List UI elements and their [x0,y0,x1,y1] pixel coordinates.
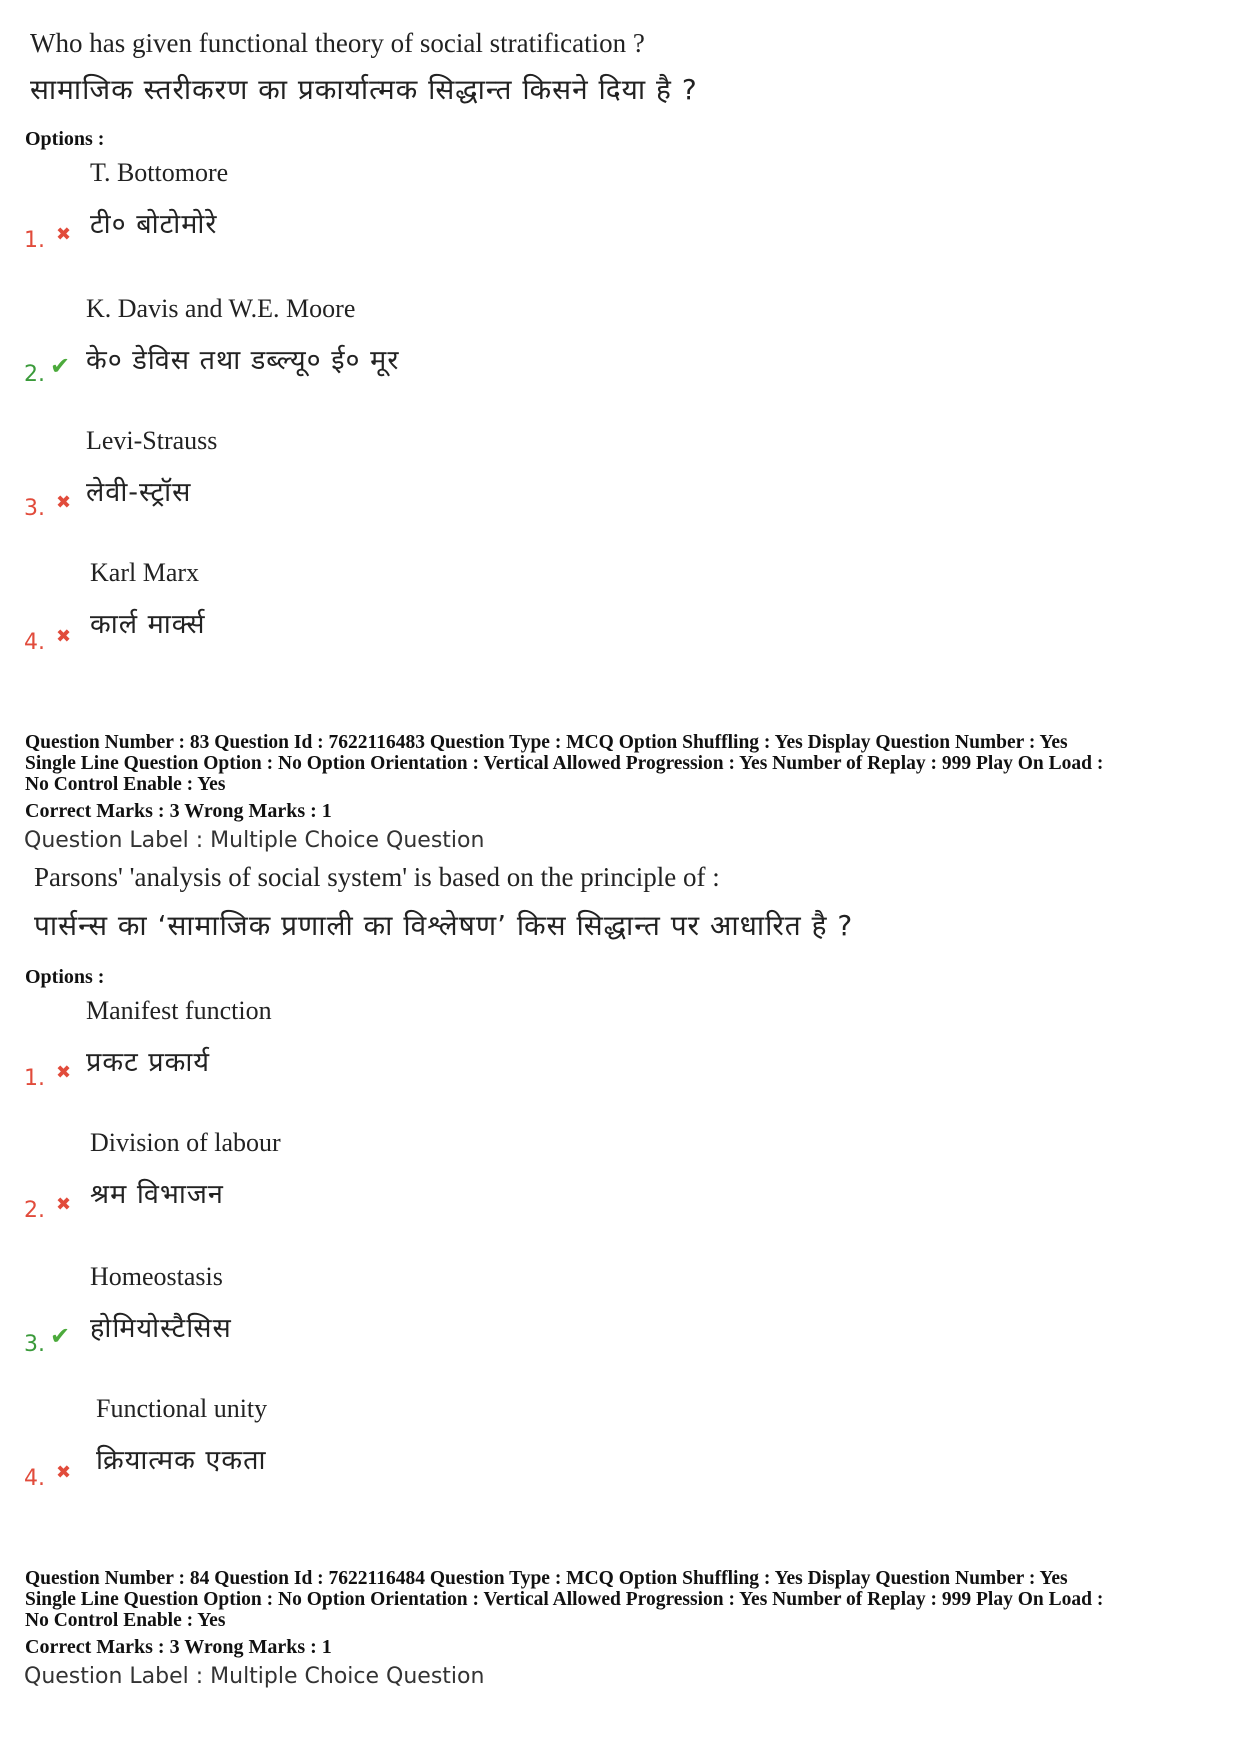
option-text-hi: होमियोस्टैसिस [90,1313,232,1344]
option-number: 4. [24,630,45,655]
question-82-text-en: Who has given functional theory of social stratification ? [30,28,645,58]
check-icon: ✔ [50,352,71,380]
question-82-text-hi: सामाजिक स्तरीकरण का प्रकार्यात्मक सिद्धान्त किसने दिया है ? [30,73,698,106]
option-text-en: Karl Marx [90,558,200,587]
option-number: 1. [24,228,45,253]
question-meta-line: Single Line Question Option : No Option Orientation : Vertical Allowed Progression : Yes Number of Replay : 999 Play On Load : [25,753,1104,774]
question-meta [25,1568,1225,1631]
question-label: Question Label : Multiple Choice Question [24,1664,485,1689]
cross-icon: ✖ [56,492,72,513]
options-label: Options : [25,966,105,988]
option-text-hi: लेवी-स्ट्रॉस [86,477,192,508]
option-text-hi: कार्ल मार्क्स [90,609,206,640]
option-number: 3. [24,1332,45,1357]
option-text-hi: टी० बोटोमोरे [90,209,218,240]
cross-icon: ✖ [56,626,72,647]
cross-icon: ✖ [56,224,72,245]
question-meta-line: No Control Enable : Yes [25,774,226,795]
question-83-text-en: Parsons' 'analysis of social system' is based on the principle of : [34,862,720,892]
option-text-hi: श्रम विभाजन [90,1179,224,1210]
options-label: Options : [25,128,105,150]
option-text-en: K. Davis and W.E. Moore [86,294,356,323]
option-text-en: Manifest function [86,996,272,1025]
option-number: 4. [24,1466,45,1491]
question-meta [25,732,1225,795]
option-text-hi: प्रकट प्रकार्य [86,1047,211,1078]
cross-icon: ✖ [56,1062,72,1083]
question-meta-line: Single Line Question Option : No Option Orientation : Vertical Allowed Progression : Yes Number of Replay : 999 Play On Load : [25,1589,1104,1610]
option-text-en: Homeostasis [90,1262,223,1291]
option-number: 2. [24,1198,45,1223]
question-label: Question Label : Multiple Choice Question [24,828,485,853]
marks-info: Correct Marks : 3 Wrong Marks : 1 [25,1636,332,1658]
option-number: 2. [24,362,45,387]
option-text-en: T. Bottomore [90,158,229,187]
question-meta-line: Question Number : 84 Question Id : 7622116484 Question Type : MCQ Option Shuffling : Yes Display Question Number : Yes [25,1568,1068,1589]
option-text-hi: के० डेविस तथा डब्ल्यू० ई० मूर [86,345,400,376]
check-icon: ✔ [50,1322,71,1350]
question-meta-line: Question Number : 83 Question Id : 7622116483 Question Type : MCQ Option Shuffling : Yes Display Question Number : Yes [25,732,1068,753]
option-text-en: Functional unity [96,1394,268,1423]
option-text-hi: क्रियात्मक एकता [96,1445,267,1476]
marks-info: Correct Marks : 3 Wrong Marks : 1 [25,800,332,822]
cross-icon: ✖ [56,1462,72,1483]
cross-icon: ✖ [56,1194,72,1215]
option-text-en: Levi-Strauss [86,426,218,455]
option-number: 3. [24,496,45,521]
question-meta-line: No Control Enable : Yes [25,1610,226,1631]
option-number: 1. [24,1066,45,1091]
option-text-en: Division of labour [90,1128,281,1157]
question-83-text-hi: पार्सन्स का ‘सामाजिक प्रणाली का विश्लेषण’ किस सिद्धान्त पर आधारित है ? [34,909,854,942]
